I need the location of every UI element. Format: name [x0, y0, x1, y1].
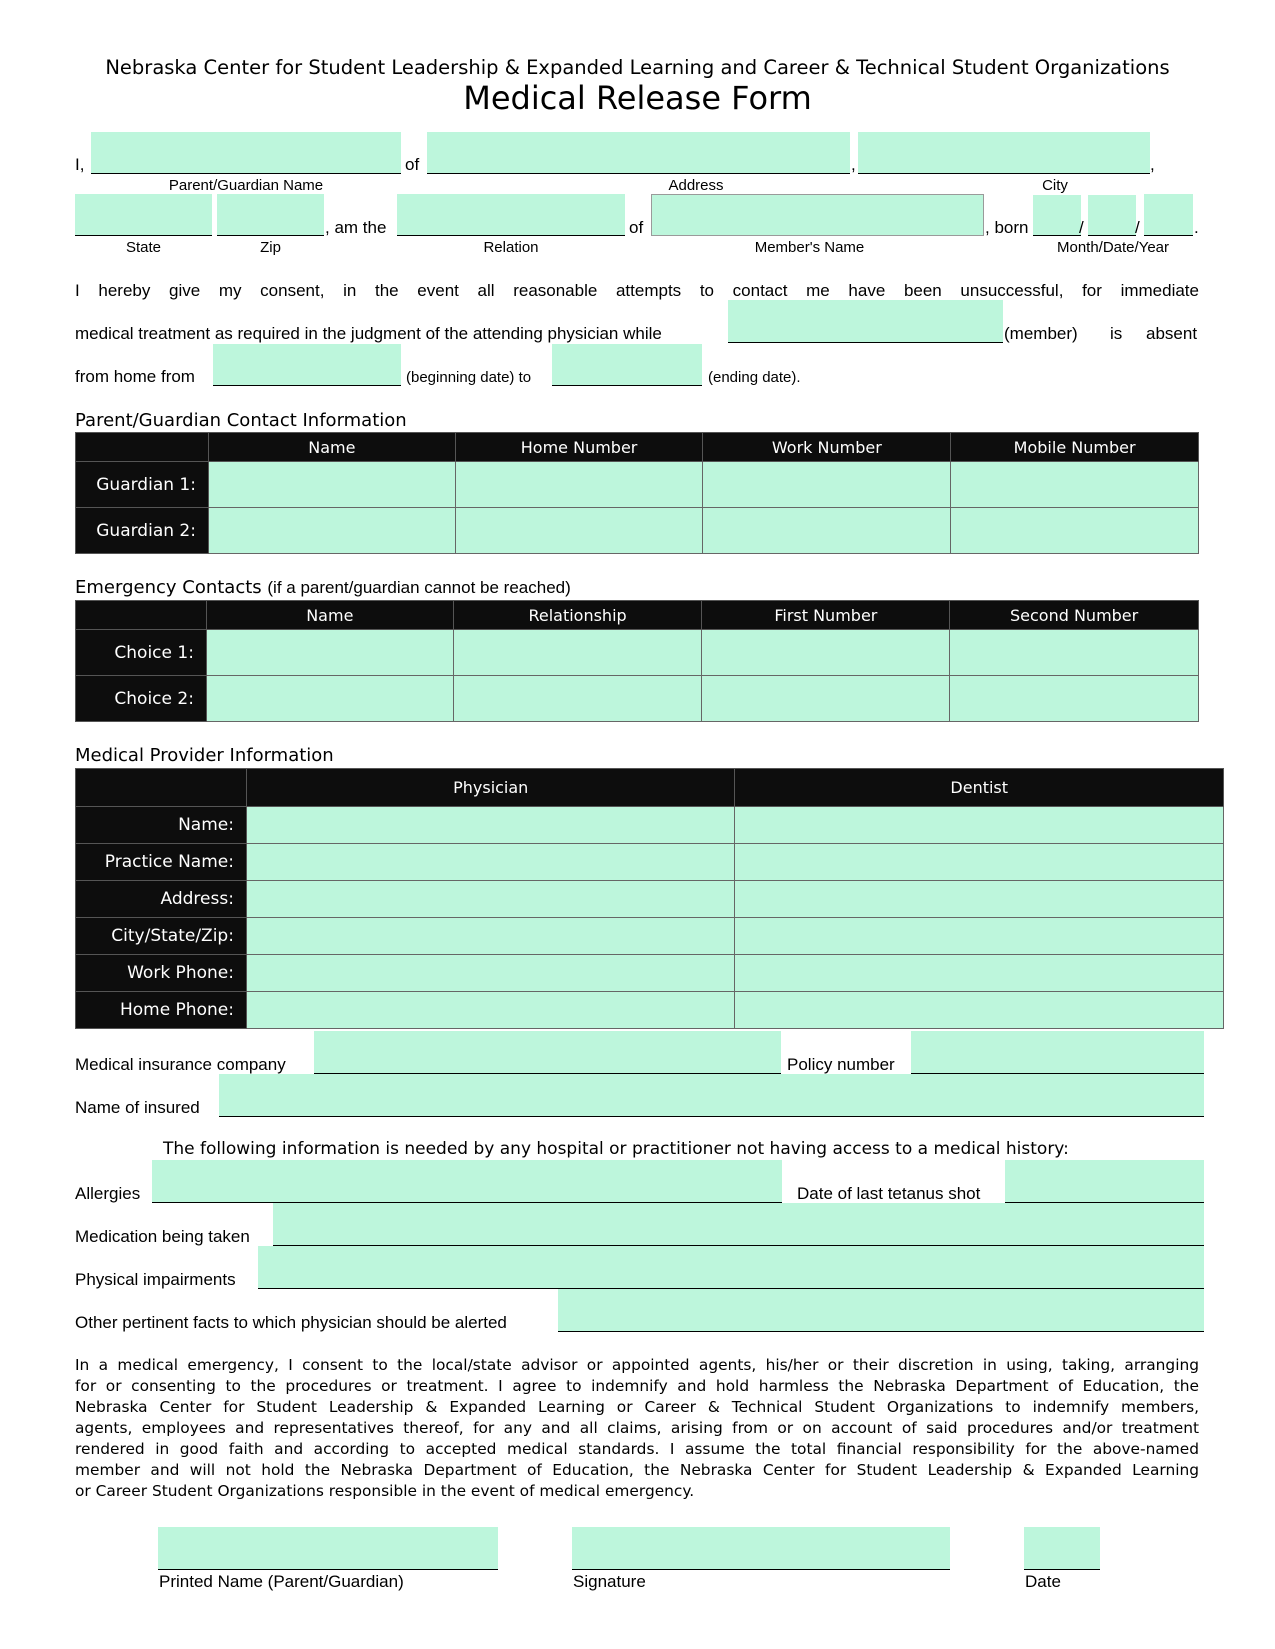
label-members-name: Member's Name	[754, 239, 865, 256]
paragraph-line: Nebraska Center for Student Leadership & Expanded Learning or Career & Technical Student Organizations to indemnify members,	[75, 1398, 1199, 1416]
paragraph-line: In a medical emergency, I consent to the local/state advisor or appointed agents, his/her or their discretion in using, taking, arranging	[75, 1356, 1199, 1374]
printed-name-label: Printed Name (Parent/Guardian)	[159, 1572, 404, 1591]
physician-work-phone-field[interactable]	[246, 955, 735, 992]
dentist-practice-field[interactable]	[735, 844, 1224, 881]
guardian-1-mobile-field[interactable]	[951, 462, 1199, 508]
choice-2-first-number-field[interactable]	[702, 676, 950, 722]
allergies-field[interactable]	[152, 1160, 782, 1203]
paragraph-line: or Career Student Organizations responsible in the event of medical emergency.	[75, 1482, 695, 1500]
other-facts-label: Other pertinent facts to which physician should be alerted	[75, 1313, 507, 1332]
medication-field[interactable]	[273, 1203, 1204, 1246]
beginning-date-field[interactable]	[213, 344, 401, 386]
signature-label: Signature	[573, 1572, 646, 1591]
guardian-1-work-field[interactable]	[703, 462, 951, 508]
other-facts-field[interactable]	[558, 1289, 1204, 1332]
physician-name-field[interactable]	[246, 807, 735, 844]
provider-section-title: Medical Provider Information	[75, 745, 334, 766]
guardian-row-2-label: Guardian 2:	[76, 508, 209, 554]
guardian-col-work: Work Number	[703, 433, 951, 462]
choice-1-relationship-field[interactable]	[453, 630, 702, 676]
dentist-home-phone-field[interactable]	[735, 992, 1224, 1029]
label-zip: Zip	[260, 239, 281, 256]
emergency-section-title	[75, 577, 571, 598]
text-ending-date: (ending date).	[708, 369, 801, 386]
label-dob: Month/Date/Year	[1056, 239, 1170, 256]
paragraph-line: member and will not hold the Nebraska Department of Education, the Nebraska Center for Student Leadership & Expanded Learning	[75, 1461, 1199, 1479]
policy-number-field[interactable]	[911, 1031, 1204, 1074]
consent-text-line2: medical treatment as required in the judgment of the attending physician while	[75, 324, 662, 343]
emergency-col-first-number: First Number	[702, 601, 950, 630]
guardian-col-mobile: Mobile Number	[951, 433, 1199, 462]
paragraph-line: agents, employees and representatives thereof, for any and all claims, arising from or on account of said procedures and/or treatment	[75, 1419, 1199, 1437]
paragraph-line: for or consenting to the procedures or treatment. I agree to indemnify and hold harmless the Nebraska Department of Education, the	[75, 1377, 1199, 1395]
state-field[interactable]	[75, 194, 212, 236]
relation-field[interactable]	[397, 194, 625, 236]
guardian-2-work-field[interactable]	[703, 508, 951, 554]
physician-address-field[interactable]	[246, 881, 735, 918]
dob-year-field[interactable]	[1144, 194, 1193, 236]
emergency-row-1-label: Choice 1:	[76, 630, 207, 676]
text-am-the: , am the	[325, 218, 387, 237]
text-from-home: from home from	[75, 367, 195, 386]
dentist-work-phone-field[interactable]	[735, 955, 1224, 992]
emergency-header-blank	[76, 601, 207, 630]
guardian-1-home-field[interactable]	[455, 462, 703, 508]
dob-month-field[interactable]	[1033, 195, 1081, 236]
physician-practice-field[interactable]	[246, 844, 735, 881]
ending-date-field[interactable]	[552, 344, 702, 386]
choice-2-name-field[interactable]	[206, 676, 453, 722]
text-i: I,	[75, 155, 85, 174]
provider-table	[75, 768, 1224, 1029]
provider-col-physician: Physician	[246, 769, 735, 807]
provider-header-blank	[76, 769, 247, 807]
form-title: Medical Release Form	[463, 79, 812, 117]
guardian-section-title: Parent/Guardian Contact Information	[75, 410, 407, 431]
insured-name-label: Name of insured	[75, 1098, 200, 1117]
guardian-2-home-field[interactable]	[455, 508, 703, 554]
dob-slash-2: /	[1135, 218, 1140, 237]
tetanus-label: Date of last tetanus shot	[797, 1184, 981, 1203]
policy-number-label: Policy number	[787, 1055, 895, 1074]
insurance-company-label: Medical insurance company	[75, 1055, 286, 1074]
signature-field[interactable]	[572, 1527, 950, 1570]
choice-2-second-number-field[interactable]	[950, 676, 1199, 722]
date-label: Date	[1025, 1572, 1061, 1591]
text-of-1: of	[405, 155, 420, 174]
emergency-col-name: Name	[206, 601, 453, 630]
allergies-label: Allergies	[75, 1184, 141, 1203]
printed-name-field[interactable]	[158, 1527, 498, 1570]
city-field[interactable]	[858, 132, 1150, 174]
medication-label: Medication being taken	[75, 1227, 250, 1246]
physician-home-phone-field[interactable]	[246, 992, 735, 1029]
guardian-col-home: Home Number	[455, 433, 703, 462]
guardian-2-mobile-field[interactable]	[951, 508, 1199, 554]
date-field[interactable]	[1024, 1527, 1100, 1570]
provider-row-practice-label: Practice Name:	[76, 844, 247, 881]
label-city: City	[1042, 177, 1068, 194]
choice-1-name-field[interactable]	[206, 630, 453, 676]
physician-city-field[interactable]	[246, 918, 735, 955]
text-born: , born	[985, 218, 1029, 237]
guardian-row-1-label: Guardian 1:	[76, 462, 209, 508]
org-name: Nebraska Center for Student Leadership & Expanded Learning and Career & Technical Student Organizations	[105, 56, 1170, 79]
insurance-company-field[interactable]	[314, 1031, 781, 1074]
guardian-col-name: Name	[208, 433, 455, 462]
tetanus-date-field[interactable]	[1005, 1160, 1204, 1203]
emergency-title-text: Emergency Contacts	[75, 577, 262, 598]
text-comma-2: ,	[1150, 155, 1155, 174]
guardian-2-name-field[interactable]	[208, 508, 455, 554]
text-beginning-date: (beginning date) to	[406, 369, 532, 386]
dentist-address-field[interactable]	[735, 881, 1224, 918]
text-is: is	[1110, 324, 1123, 343]
guardian-1-name-field[interactable]	[208, 462, 455, 508]
provider-col-dentist: Dentist	[735, 769, 1224, 807]
label-parent-guardian-name: Parent/Guardian Name	[168, 177, 324, 194]
choice-2-relationship-field[interactable]	[453, 676, 702, 722]
label-address: Address	[668, 177, 724, 194]
impairments-field[interactable]	[258, 1246, 1204, 1289]
dentist-city-field[interactable]	[735, 918, 1224, 955]
address-field[interactable]	[427, 132, 850, 174]
provider-row-home-phone-label: Home Phone:	[76, 992, 247, 1029]
label-state: State	[125, 239, 162, 256]
consent-text-line1: I hereby give my consent, in the event all reasonable attempts to contact me have been unsuccessful, for immediate	[75, 281, 1199, 300]
emergency-col-second-number: Second Number	[950, 601, 1199, 630]
member-name-absent-field[interactable]	[728, 300, 1003, 343]
provider-row-work-phone-label: Work Phone:	[76, 955, 247, 992]
impairments-label: Physical impairments	[75, 1270, 236, 1289]
zip-field[interactable]	[217, 194, 324, 236]
choice-1-first-number-field[interactable]	[702, 630, 950, 676]
guardian-header-blank	[76, 433, 209, 462]
label-relation: Relation	[483, 239, 539, 256]
dob-slash-1: /	[1079, 218, 1084, 237]
emergency-note: (if a parent/guardian cannot be reached)	[267, 578, 571, 597]
insured-name-field[interactable]	[219, 1074, 1204, 1117]
history-intro: The following information is needed by any hospital or practitioner not having access to a medical history:	[163, 1139, 1069, 1159]
emergency-consent-paragraph	[75, 1355, 1199, 1502]
dob-day-field[interactable]	[1088, 195, 1136, 236]
text-period: .	[1194, 218, 1199, 237]
text-absent: absent	[1146, 324, 1198, 343]
provider-row-address-label: Address:	[76, 881, 247, 918]
provider-row-city-label: City/State/Zip:	[76, 918, 247, 955]
emergency-col-relationship: Relationship	[453, 601, 702, 630]
text-comma-1: ,	[851, 155, 856, 174]
emergency-table	[75, 600, 1199, 722]
paragraph-line: rendered in good faith and according to accepted medical standards. I assume the total financial responsibility for the above-named	[75, 1440, 1199, 1458]
text-member: (member)	[1004, 324, 1078, 343]
choice-1-second-number-field[interactable]	[950, 630, 1199, 676]
dentist-name-field[interactable]	[735, 807, 1224, 844]
emergency-row-2-label: Choice 2:	[76, 676, 207, 722]
members-name-field[interactable]	[651, 194, 984, 236]
text-of-2: of	[629, 218, 644, 237]
parent-guardian-name-field[interactable]	[91, 132, 401, 174]
guardian-table	[75, 432, 1199, 554]
provider-row-name-label: Name:	[76, 807, 247, 844]
